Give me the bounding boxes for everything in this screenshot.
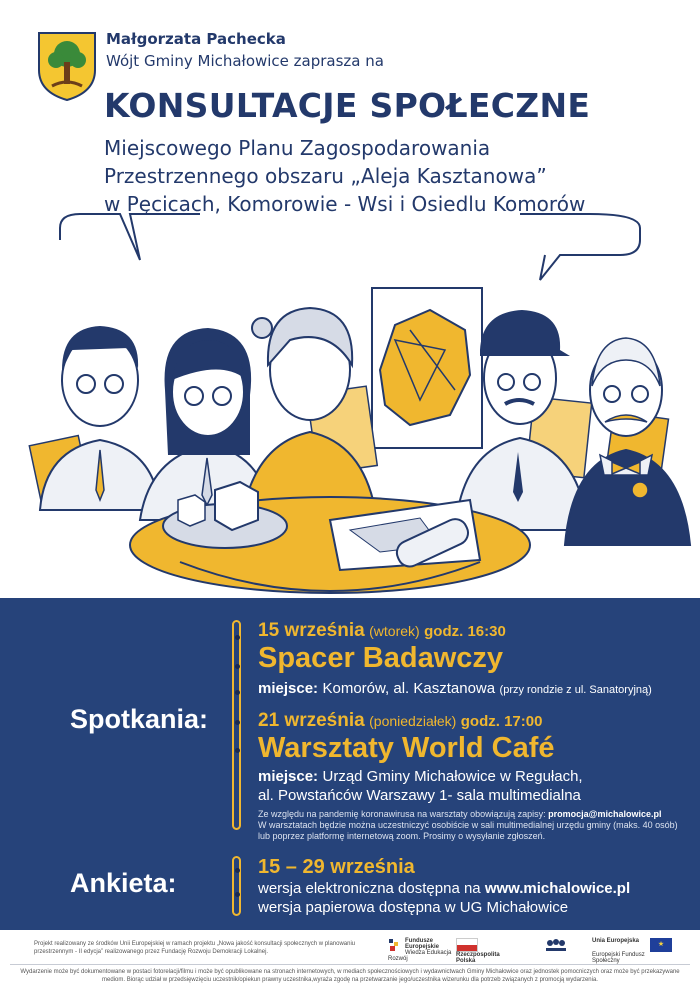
timeline-dot <box>235 868 240 873</box>
survey-website-link[interactable]: www.michalowice.pl <box>484 880 631 897</box>
logo-fundusze-label: Fundusze Europejskie <box>405 938 440 950</box>
survey-label: Ankieta: <box>70 868 177 898</box>
event-1-place-line <box>258 680 652 698</box>
survey-timeline <box>232 856 241 916</box>
subtitle-line-3: w Pęcicach, Komorowie - Wsi i Osiedlu Komorów <box>104 192 586 216</box>
event-2-weekday: (poniedziałek) <box>369 713 457 729</box>
event-2-place-line-2: al. Powstańców Warszawy 1- sala multimedialna <box>258 787 581 804</box>
footer <box>0 930 700 990</box>
logo-rp-label: Rzeczpospolita Polska <box>456 952 500 964</box>
subtitle-line-1: Miejscowego Planu Zagospodarowania <box>104 136 491 160</box>
registration-note: Ze względu na pandemię koronawirusa na warsztaty obowiązują zapisy: <box>258 809 546 819</box>
logo-fundusze-sub: Wiedza Edukacja Rozwój <box>388 950 452 962</box>
event-1-place-note: (przy rondzie z ul. Sanatoryjną) <box>499 684 652 696</box>
event-1-place: Komorów, al. Kasztanowa <box>322 680 496 697</box>
legal-notice: Wydarzenie może być dokumentowane w postaci fotorelacji/filmu i może być opublikowane na stronach internetowych, w mediach społecznościowych i wydawnictwach Gminy Michałowice oraz jednostek pomocniczych oraz może być przekazywane mediom. Biorąc udział w przedsięwzięciu uczestnik/opiekun prawny uczestnika,wyraża zgodę na przetwarzanie jego/uczestnika wizerunku dla potrzeb związanych z promocją wydarzenia. <box>20 969 680 983</box>
poland-flag-icon <box>456 938 478 952</box>
event-2-note-2: W warsztatach będzie można uczestniczyć osobiście w sali multimedialnej urzędu gminy (maks. 40 osób) <box>258 820 678 830</box>
coat-of-arms-icon <box>36 30 98 102</box>
event-1-place-label: miejsce: <box>258 680 319 697</box>
logo-ue <box>592 938 672 964</box>
speech-bubble-right <box>520 214 640 280</box>
meetings-label: Spotkania: <box>70 704 209 734</box>
survey-dates: 15 – 29 września <box>258 856 415 878</box>
timeline-dot <box>235 690 240 695</box>
event-1-date-line <box>258 620 506 642</box>
footer-divider <box>10 964 690 965</box>
funding-note: Projekt realizowany ze środków Unii Europejskiej w ramach projektu „Nowa jakość konsultacji społecznych w planowaniu przestrzennym - II edycja” realizowanego przez Fundację Rozwoju Demokracji Lokalnej. <box>34 941 356 955</box>
survey-online-line <box>258 880 630 897</box>
event-2-date: 21 września <box>258 710 365 731</box>
page-title: KONSULTACJE SPOŁECZNE <box>104 86 591 125</box>
eu-flag-icon: ★ <box>650 938 672 952</box>
logo-rp <box>456 938 506 964</box>
author-name: Małgorzata Pachecka <box>106 30 286 48</box>
registration-email-link[interactable]: promocja@michalowice.pl <box>548 809 662 819</box>
event-1-weekday: (wtorek) <box>369 623 420 639</box>
consultation-illustration <box>0 200 700 600</box>
fundusze-icon <box>388 938 402 952</box>
speech-bubble-left <box>60 214 200 260</box>
logo-fundusze <box>388 938 456 962</box>
event-2-date-line <box>258 710 542 732</box>
logo-ue-label: Unia Europejska <box>592 938 640 944</box>
logo-ue-sub: Europejski Fundusz Społeczny <box>592 952 645 964</box>
event-2-note-3: lub poprzez platformę internetową zoom. Prosimy o wysyłanie zgłoszeń. <box>258 831 546 841</box>
event-2-time: godz. 17:00 <box>460 713 543 730</box>
timeline-dot <box>235 892 240 897</box>
meetings-timeline <box>232 620 241 830</box>
map-board <box>372 288 482 448</box>
invite-line: Wójt Gminy Michałowice zaprasza na <box>106 52 384 70</box>
event-1-time: godz. 16:30 <box>424 623 506 640</box>
subtitle-line-2: Przestrzennego obszaru „Aleja Kasztanowa” <box>104 164 547 188</box>
frdl-logo-icon <box>544 938 568 956</box>
event-2-place: Urząd Gminy Michałowice w Regułach, <box>322 768 583 785</box>
person-1 <box>40 326 160 510</box>
event-2-place-label: miejsce: <box>258 768 319 785</box>
event-2-title: Warsztaty World Café <box>258 732 555 764</box>
survey-online-text: wersja elektroniczna dostępna na <box>258 880 481 897</box>
event-panel <box>0 598 700 930</box>
event-2-place-line <box>258 768 583 786</box>
timeline-dot <box>235 635 240 640</box>
event-2-note-1 <box>258 809 661 820</box>
timeline-dot <box>235 748 240 753</box>
survey-paper-line: wersja papierowa dostępna w UG Michałowice <box>258 899 569 916</box>
event-1-title: Spacer Badawczy <box>258 642 504 674</box>
timeline-dot <box>235 720 240 725</box>
timeline-dot <box>235 664 240 669</box>
event-1-date: 15 września <box>258 620 365 641</box>
